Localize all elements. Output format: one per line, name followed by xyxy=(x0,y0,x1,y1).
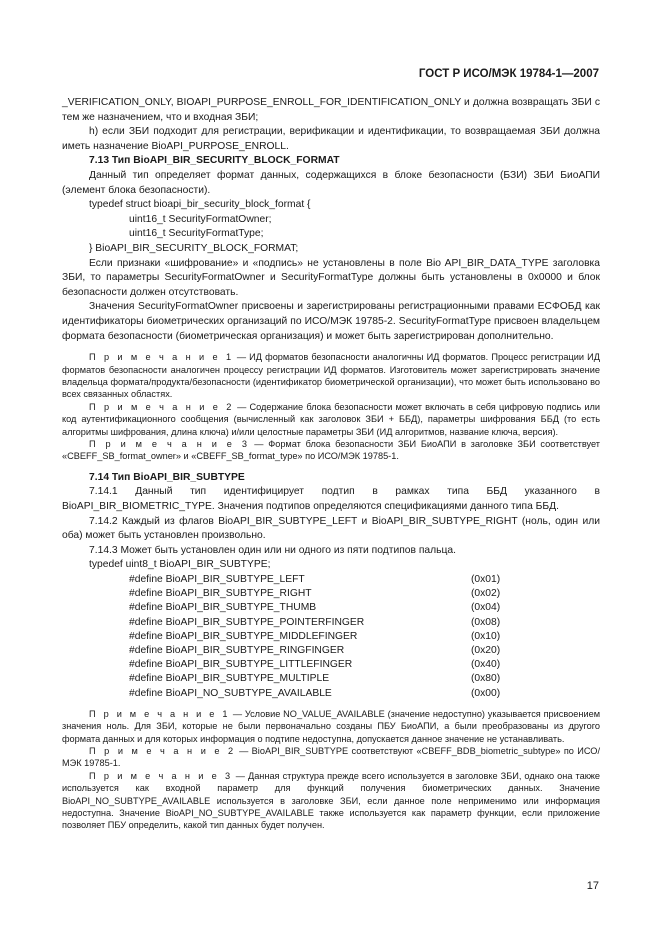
notes-block-1 xyxy=(62,351,600,463)
define-value: (0x80) xyxy=(471,673,501,685)
define-row xyxy=(129,601,600,615)
define-value: (0x04) xyxy=(471,602,501,614)
define-value: (0x40) xyxy=(471,659,501,671)
note-text: — Данная структура прежде всего используется в заголовке ЗБИ, однако она также используется как входной параметр для функций получения биометрических данных. Значение BioAPI_NO_SUBTYPE_AVAILABLE используется в заголовке ЗБИ, если данное поле неприменимо или информация недоступна. Значение BioAPI_NO_SUBTYPE_AVAILABLE также используется как параметр функции, если приложение позволяет ПБУ определить, какой тип данных будет получен. xyxy=(62,770,601,831)
define-value: (0x00) xyxy=(471,687,501,699)
define-row xyxy=(129,630,600,644)
code-line-4: } BioAPI_BIR_SECURITY_BLOCK_FORMAT; xyxy=(89,242,299,254)
note-1-3 xyxy=(62,438,600,463)
define-name: #define BioAPI_BIR_SUBTYPE_LITTLEFINGER xyxy=(129,659,353,671)
define-row xyxy=(129,658,600,672)
define-list xyxy=(129,573,600,701)
paragraph-4: Если признаки «шифрование» и «подпись» не установлены в поле Bio API_BIR_DATA_TYPE заголовка ЗБИ, то параметры SecurityFormatOwner и SecurityFormatType должны быть установлены в 0х0000 и блок безопасности должен отсутствовать. xyxy=(62,257,600,298)
section-heading-7-14: 7.14 Тип BioAPI_BIR_SUBTYPE xyxy=(89,471,245,483)
notes-block-2 xyxy=(62,708,600,832)
define-name: #define BioAPI_BIR_SUBTYPE_RINGFINGER xyxy=(129,644,345,656)
paragraph-7: 7.14.2 Каждый из флагов BioAPI_BIR_SUBTYPE_LEFT и BioAPI_BIR_SUBTYPE_RIGHT (ноль, один или оба) может быть установлен произвольно. xyxy=(62,515,600,542)
note-label: П р и м е ч а н и е 2 xyxy=(89,745,236,756)
paragraph-1: _VERIFICATION_ONLY, BIOAPI_PURPOSE_ENROLL_FOR_IDENTIFICATION_ONLY и должна возвращать ЗБИ с тем же назначением, что и входная ЗБИ; xyxy=(62,97,600,123)
paragraph-2: h) если ЗБИ подходит для регистрации, верификации и идентификации, то возвращаемая ЗБИ должна иметь назначение BioAPI_PURPOSE_ENROLL. xyxy=(62,126,600,152)
define-value: (0x01) xyxy=(471,573,501,585)
paragraph-5: Значения SecurityFormatOwner присвоены и зарегистрированы регистрационными правами ЕСФОБД как идентификаторы биометрических организаций по ИСО/МЭК 19785-2. SecurityFormatType присвоен владельцем формата безопасности (биометрическая организация) и может быть зарегистрирован дополнительно. xyxy=(62,301,600,342)
define-row xyxy=(129,616,600,630)
note-1-1 xyxy=(62,351,600,401)
note-2-2 xyxy=(62,745,600,770)
code-typedef-subtype: typedef uint8_t BioAPI_BIR_SUBTYPE; xyxy=(89,559,271,571)
define-name: #define BioAPI_BIR_SUBTYPE_MIDDLEFINGER xyxy=(129,630,358,642)
section-heading-7-13: 7.13 Тип BioAPI_BIR_SECURITY_BLOCK_FORMAT xyxy=(89,155,340,167)
note-text: — ИД форматов безопасности аналогичны ИД форматов. Процесс регистрации ИД форматов безопасности аналогичен процессу регистрации ИД форматов. Изготовитель может зарегистрировать значение владельца формата/продукта/безопасности (идентификатор биометрической организации), что может быть использовано во всех связанных областях. xyxy=(62,352,600,400)
page-body xyxy=(62,96,600,832)
define-value: (0x08) xyxy=(471,616,501,628)
note-text: — Содержание блока безопасности может включать в себя цифровую подпись или код аутентификационного сообщения (вычисленный как заголовок ЗБИ + ББД), параметры шифрования ББД (то есть алгоритмы шифрования, длина ключа) и/или целостные параметры ЗБИ (ИД алгоритмов, название ключа, версия). xyxy=(62,401,600,437)
note-1-2 xyxy=(62,401,600,438)
define-row xyxy=(129,587,600,601)
code-line-3: uint16_t SecurityFormatType; xyxy=(129,228,264,240)
define-row xyxy=(129,672,600,686)
note-text: — Условие NO_VALUE_AVAILABLE (значение недоступно) указывается присвоением значения ноль. Для ЗБИ, которые не были первоначально созданы ПБУ БиоАПИ, а были преобразованы из другого формата данных и для которых информация о подтипе недоступна, допускается данное значение не устанавливать. xyxy=(62,708,601,744)
paragraph-6: 7.14.1 Данный тип идентифицирует подтип в рамках типа ББД указанного в BioAPI_BIR_BIOMETRIC_TYPE. Значения подтипов определяются спецификациями данного типа ББД. xyxy=(62,486,600,512)
paragraph-8: 7.14.3 Может быть установлен один или ни одного из пяти подтипов пальца. xyxy=(89,544,456,556)
define-value: (0x10) xyxy=(471,630,501,642)
page-number: 17 xyxy=(586,880,599,892)
note-label: П р и м е ч а н и е 1 xyxy=(89,352,234,363)
define-row xyxy=(129,573,600,587)
document-header: ГОСТ Р ИСО/МЭК 19784-1—2007 xyxy=(418,68,599,80)
define-value: (0x20) xyxy=(471,644,501,656)
note-label: П р и м е ч а н и е 3 xyxy=(89,770,233,781)
note-label: П р и м е ч а н и е 2 xyxy=(89,401,234,412)
note-2-3 xyxy=(62,770,600,832)
paragraph-3: Данный тип определяет формат данных, содержащихся в блоке безопасности (БЗИ) ЗБИ БиоАПИ (элемент блока безопасности). xyxy=(62,169,600,196)
define-row xyxy=(129,687,600,701)
note-2-1 xyxy=(62,708,600,745)
define-name: #define BioAPI_BIR_SUBTYPE_POINTERFINGER xyxy=(129,616,365,628)
note-label: П р и м е ч а н и е 1 xyxy=(89,708,231,719)
define-name: #define BioAPI_BIR_SUBTYPE_LEFT xyxy=(129,573,305,585)
define-name: #define BioAPI_BIR_SUBTYPE_THUMB xyxy=(129,602,317,614)
define-value: (0x02) xyxy=(471,588,501,600)
define-name: #define BioAPI_NO_SUBTYPE_AVAILABLE xyxy=(129,687,332,699)
note-text: — Формат блока безопасности ЗБИ БиоАПИ в заголовке ЗБИ соответствует «CBEFF_SB_format_owner» и «CBEFF_SB_format_type» по ИСО/МЭК 19785-1. xyxy=(62,438,600,462)
code-line-2: uint16_t SecurityFormatOwner; xyxy=(129,213,272,225)
code-line-1: typedef struct bioapi_bir_security_block_format { xyxy=(89,199,311,211)
define-name: #define BioAPI_BIR_SUBTYPE_RIGHT xyxy=(129,588,312,600)
define-name: #define BioAPI_BIR_SUBTYPE_MULTIPLE xyxy=(129,673,330,685)
note-label: П р и м е ч а н и е 3 xyxy=(89,438,250,449)
note-text: — BioAPI_BIR_SUBTYPE соответствуют «CBEFF_BDB_biometric_subtype» по ИСО/МЭК 19785-1. xyxy=(62,745,601,769)
define-row xyxy=(129,644,600,658)
